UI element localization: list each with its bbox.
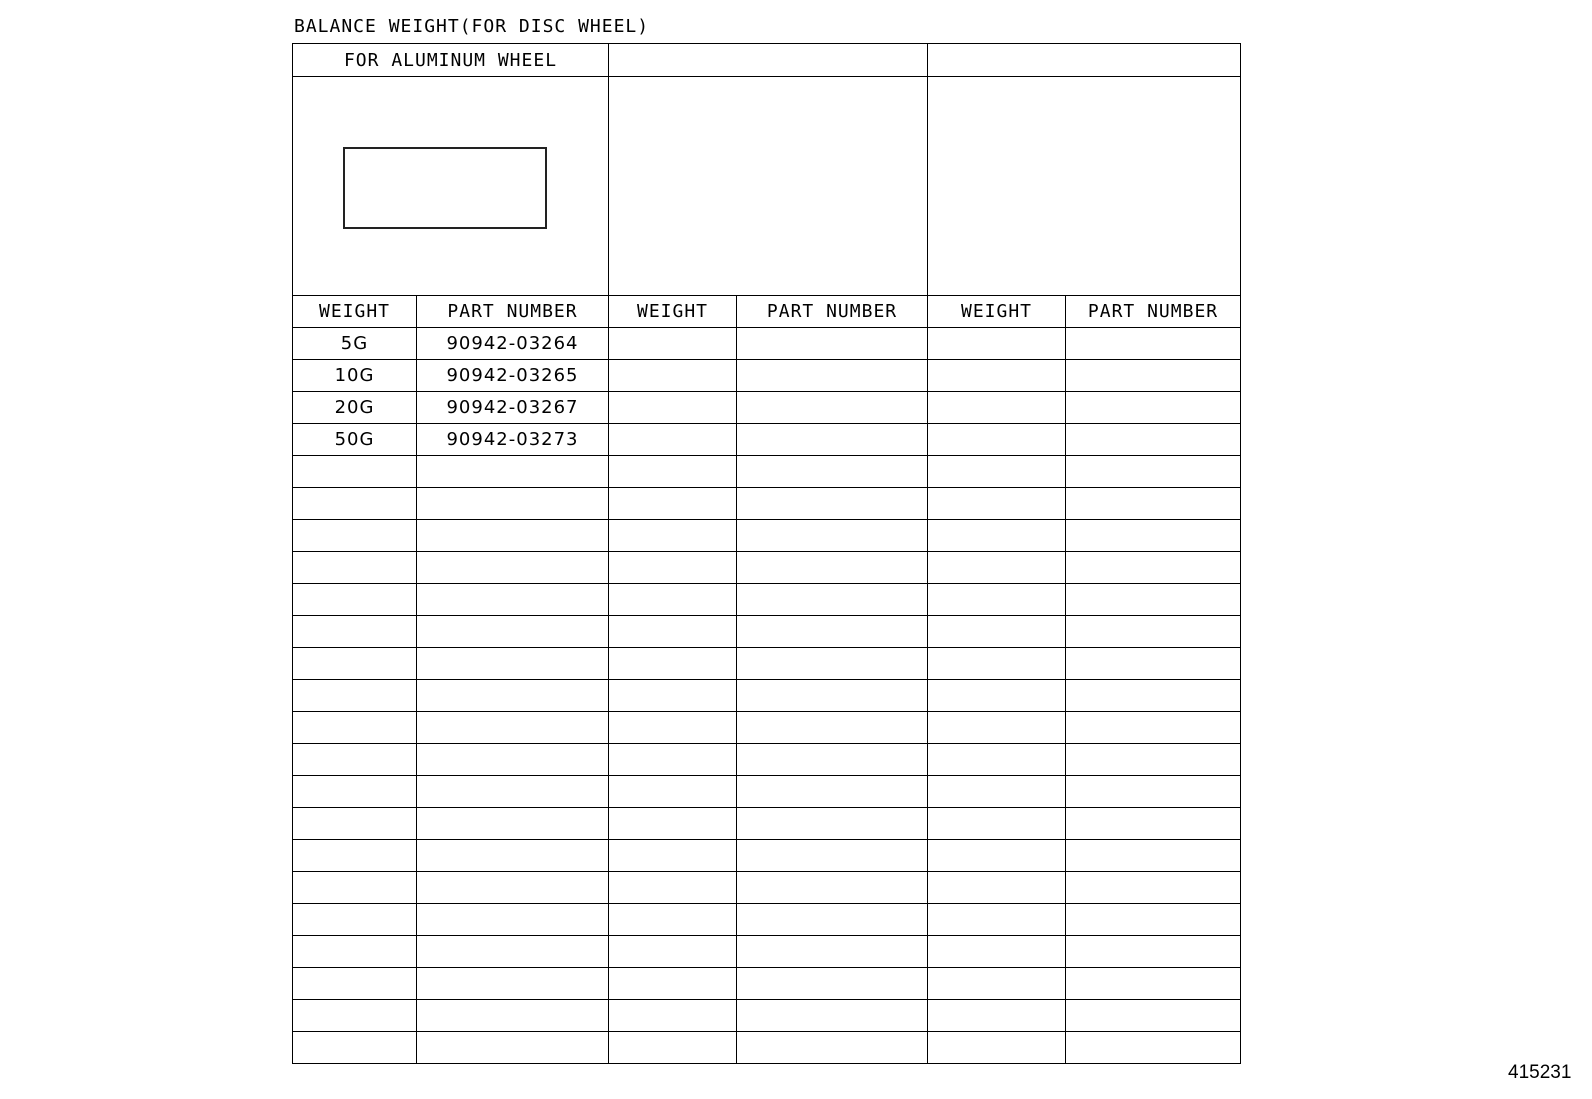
table-row [293,680,1241,712]
weight-cell [293,808,417,840]
table-row [293,648,1241,680]
weight-cell [293,520,417,552]
weight-cell [293,968,417,1000]
group-header-aluminum-wheel: FOR ALUMINUM WHEEL [293,44,609,77]
column-header-weight: WEIGHT [609,296,737,328]
part-number-cell [1066,840,1241,872]
weight-cell [928,488,1066,520]
column-header-part-number: PART NUMBER [1066,296,1241,328]
weight-cell [293,648,417,680]
weight-cell [609,744,737,776]
weight-cell: 50G [293,424,417,456]
group-header-2 [609,44,928,77]
weight-cell [609,520,737,552]
part-number-cell [1066,872,1241,904]
weight-cell [609,712,737,744]
part-number-cell [1066,1032,1241,1064]
weight-cell [609,776,737,808]
group-header-3 [928,44,1241,77]
weight-cell [293,1032,417,1064]
weight-cell [293,840,417,872]
part-number-cell [1066,680,1241,712]
part-number-cell [1066,488,1241,520]
weight-cell [928,744,1066,776]
weight-cell [928,456,1066,488]
weight-cell [609,648,737,680]
part-number-cell: 90942-03267 [417,392,609,424]
weight-cell [609,328,737,360]
part-number-cell [417,520,609,552]
weight-cell [293,456,417,488]
weight-cell [609,968,737,1000]
table-row [293,456,1241,488]
weight-cell [928,552,1066,584]
part-number-cell [1066,968,1241,1000]
part-number-cell [1066,776,1241,808]
table-row [293,1000,1241,1032]
weight-cell [293,904,417,936]
table-row [293,392,1241,424]
part-number-cell [1066,904,1241,936]
part-number-cell [417,488,609,520]
part-number-cell: 90942-03273 [417,424,609,456]
table-row [293,808,1241,840]
part-number-cell [417,552,609,584]
weight-cell [928,392,1066,424]
part-number-cell [417,872,609,904]
table-row [293,712,1241,744]
balance-weight-table [292,43,1241,1064]
part-number-cell [1066,584,1241,616]
part-number-cell [737,648,928,680]
part-number-cell [417,936,609,968]
weight-cell [928,776,1066,808]
weight-cell [609,424,737,456]
illustration-cell-aluminum-wheel [293,77,609,296]
part-number-cell [737,680,928,712]
table-row [293,872,1241,904]
weight-cell [293,552,417,584]
part-number-cell [1066,456,1241,488]
part-number-cell [417,744,609,776]
illustration-cell-3 [928,77,1241,296]
part-number-cell [737,1032,928,1064]
weight-cell: 20G [293,392,417,424]
part-number-cell [1066,328,1241,360]
weight-cell [293,712,417,744]
part-number-cell [1066,616,1241,648]
table-row [293,488,1241,520]
weight-cell [609,584,737,616]
part-number-cell [1066,1000,1241,1032]
table-row [293,424,1241,456]
table-row [293,360,1241,392]
weight-cell [609,808,737,840]
part-number-cell [1066,712,1241,744]
part-number-cell [737,712,928,744]
column-header-weight: WEIGHT [928,296,1066,328]
table-row [293,616,1241,648]
part-number-cell [737,968,928,1000]
part-number-cell [417,840,609,872]
weight-cell [609,680,737,712]
part-number-cell [417,1000,609,1032]
part-number-cell [1066,552,1241,584]
weight-cell [928,520,1066,552]
illustration-row [293,77,1241,296]
catalog-number: 415231 [1508,1062,1572,1083]
part-number-cell [417,904,609,936]
weight-cell [293,616,417,648]
weight-cell [609,872,737,904]
weight-cell [928,840,1066,872]
weight-cell [609,1000,737,1032]
table-row [293,904,1241,936]
part-number-cell [737,1000,928,1032]
column-header-part-number: PART NUMBER [737,296,928,328]
part-number-cell [417,616,609,648]
weight-cell: 10G [293,360,417,392]
part-number-cell [737,584,928,616]
part-number-cell [417,968,609,1000]
weight-cell [928,424,1066,456]
page-title: BALANCE WEIGHT(FOR DISC WHEEL) [294,16,650,37]
weight-cell [293,680,417,712]
weight-cell [609,936,737,968]
part-number-cell [737,328,928,360]
table-row [293,968,1241,1000]
part-number-cell [737,936,928,968]
part-number-cell [417,712,609,744]
weight-cell [293,1000,417,1032]
weight-cell [293,488,417,520]
weight-cell [609,456,737,488]
weight-cell [928,680,1066,712]
weight-cell [609,616,737,648]
weight-cell [928,616,1066,648]
part-number-cell [1066,520,1241,552]
part-number-cell [417,456,609,488]
part-number-cell [417,680,609,712]
part-number-cell [737,360,928,392]
weight-cell [928,904,1066,936]
part-number-cell [1066,808,1241,840]
weight-cell [928,936,1066,968]
part-number-cell [737,392,928,424]
table-row [293,936,1241,968]
part-number-cell [1066,392,1241,424]
part-number-cell [417,776,609,808]
part-number-cell [737,520,928,552]
part-number-cell [737,424,928,456]
part-number-cell [1066,648,1241,680]
part-number-cell [417,584,609,616]
part-number-cell [737,616,928,648]
table-row [293,840,1241,872]
part-number-cell [417,648,609,680]
weight-cell [928,360,1066,392]
weight-cell [609,392,737,424]
weight-cell [609,840,737,872]
table-row [293,520,1241,552]
part-number-cell [737,776,928,808]
weight-cell [928,808,1066,840]
illustration-cell-2 [609,77,928,296]
table-row [293,328,1241,360]
part-number-cell [1066,744,1241,776]
weight-cell [928,328,1066,360]
group-header-row [293,44,1241,77]
weight-cell [928,968,1066,1000]
part-number-cell [737,488,928,520]
part-number-cell [737,840,928,872]
weight-cell [928,648,1066,680]
part-number-cell [737,872,928,904]
column-header-weight: WEIGHT [293,296,417,328]
weight-cell [928,712,1066,744]
part-number-cell [737,456,928,488]
weight-cell [609,488,737,520]
part-number-cell [737,552,928,584]
weight-cell [928,1032,1066,1064]
column-header-part-number: PART NUMBER [417,296,609,328]
table-row [293,776,1241,808]
table-row [293,744,1241,776]
part-number-cell [1066,424,1241,456]
part-number-cell [1066,936,1241,968]
part-number-cell [737,904,928,936]
part-number-cell: 90942-03264 [417,328,609,360]
part-number-cell [1066,360,1241,392]
weight-cell [293,872,417,904]
weight-cell [609,552,737,584]
table-row [293,1032,1241,1064]
weight-cell: 5G [293,328,417,360]
column-header-row [293,296,1241,328]
weight-cell [609,904,737,936]
balance-weight-illustration [343,147,547,229]
part-number-cell [737,808,928,840]
weight-cell [293,584,417,616]
weight-cell [928,1000,1066,1032]
part-number-cell [417,808,609,840]
weight-cell [928,872,1066,904]
table-row [293,584,1241,616]
part-number-cell [417,1032,609,1064]
weight-cell [609,360,737,392]
part-number-cell: 90942-03265 [417,360,609,392]
weight-cell [293,744,417,776]
weight-cell [928,584,1066,616]
weight-cell [609,1032,737,1064]
part-number-cell [737,744,928,776]
weight-cell [293,936,417,968]
table-row [293,552,1241,584]
weight-cell [293,776,417,808]
